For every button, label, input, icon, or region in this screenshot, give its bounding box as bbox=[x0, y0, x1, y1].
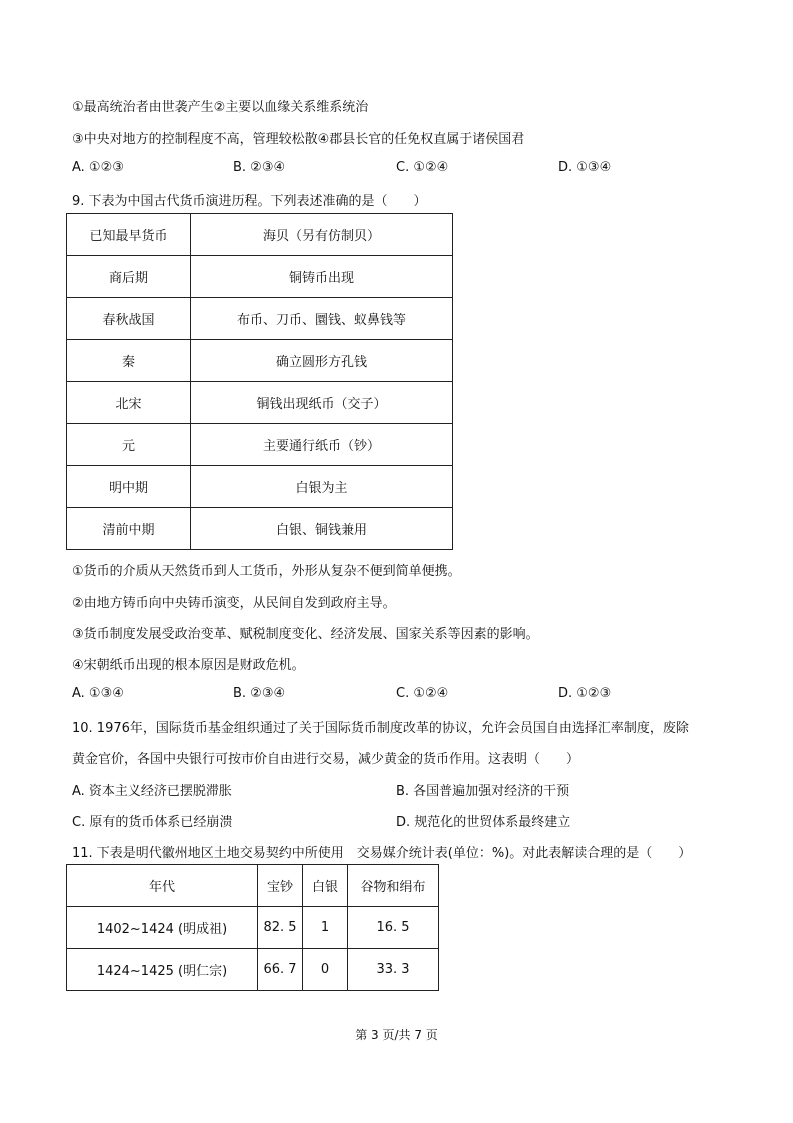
table-cell: 0 bbox=[303, 949, 348, 991]
table-header-cell: 宝钞 bbox=[258, 865, 303, 907]
q8-option-b: B. ②③④ bbox=[233, 160, 286, 175]
table-cell: 16. 5 bbox=[348, 907, 439, 949]
table-cell: 铜钱出现纸币（交子） bbox=[191, 382, 453, 424]
table-cell: 1 bbox=[303, 907, 348, 949]
q9-option-b: B. ②③④ bbox=[233, 686, 286, 701]
q8-option-c: C. ①②④ bbox=[396, 160, 449, 175]
table-header-cell: 谷物和绢布 bbox=[348, 865, 439, 907]
q9-question: 9. 下表为中国古代货币演进历程。下列表述准确的是（ ） bbox=[72, 194, 427, 209]
q8-statement-line-1: ①最高统治者由世袭产生②主要以血缘关系维系统治 bbox=[72, 100, 369, 115]
q9-option-a: A. ①③④ bbox=[72, 686, 124, 701]
q8-statement-line-2: ③中央对地方的控制程度不高，管理较松散④郡县长官的任免权直属于诸侯国君 bbox=[72, 132, 525, 147]
currency-history-table bbox=[66, 213, 453, 550]
q8-option-a: A. ①②③ bbox=[72, 160, 124, 175]
q9-statement-1: ①货币的介质从天然货币到人工货币，外形从复杂不便到简单便携。 bbox=[72, 564, 461, 579]
table-cell: 海贝（另有仿制贝） bbox=[191, 214, 453, 256]
q10-option-c: C. 原有的货币体系已经崩溃 bbox=[72, 815, 233, 830]
table-cell: 北宋 bbox=[67, 382, 191, 424]
table-row bbox=[67, 949, 439, 991]
table-row bbox=[67, 340, 453, 382]
q11-question: 11. 下表是明代徽州地区土地交易契约中所使用 交易媒介统计表(单位：%)。对此表解读合理的是（ ） bbox=[72, 846, 692, 861]
q10-question-line-2: 黄金官价，各国中央银行可按市价自由进行交易，减少黄金的货币作用。这表明（ ） bbox=[72, 752, 580, 767]
table-cell: 布币、刀币、圜钱、蚁鼻钱等 bbox=[191, 298, 453, 340]
table-cell: 主要通行纸币（钞） bbox=[191, 424, 453, 466]
table-cell: 铜铸币出现 bbox=[191, 256, 453, 298]
table-cell: 清前中期 bbox=[67, 508, 191, 550]
table-row bbox=[67, 508, 453, 550]
table-cell: 33. 3 bbox=[348, 949, 439, 991]
q10-option-b: B. 各国普遍加强对经济的干预 bbox=[396, 784, 570, 799]
trade-medium-table bbox=[66, 864, 439, 991]
table-cell: 白银为主 bbox=[191, 466, 453, 508]
table-cell: 确立圆形方孔钱 bbox=[191, 340, 453, 382]
q10-option-a: A. 资本主义经济已摆脱滞胀 bbox=[72, 784, 232, 799]
table-header-row bbox=[67, 865, 439, 907]
table-row bbox=[67, 214, 453, 256]
q8-option-d: D. ①③④ bbox=[558, 160, 612, 175]
q9-statement-4: ④宋朝纸币出现的根本原因是财政危机。 bbox=[72, 658, 305, 673]
table-cell: 1424~1425 (明仁宗) bbox=[67, 949, 258, 991]
q9-option-c: C. ①②④ bbox=[396, 686, 449, 701]
table-row bbox=[67, 424, 453, 466]
table-cell: 66. 7 bbox=[258, 949, 303, 991]
table-cell: 元 bbox=[67, 424, 191, 466]
table-header-cell: 白银 bbox=[303, 865, 348, 907]
q10-question-line-1: 10. 1976年，国际货币基金组织通过了关于国际货币制度改革的协议，允许会员国自由选择汇率制度，废除 bbox=[72, 721, 689, 736]
table-cell: 白银、铜钱兼用 bbox=[191, 508, 453, 550]
table-row bbox=[67, 466, 453, 508]
table-row bbox=[67, 256, 453, 298]
table-row bbox=[67, 298, 453, 340]
table-cell: 82. 5 bbox=[258, 907, 303, 949]
q9-statement-2: ②由地方铸币向中央铸币演变，从民间自发到政府主导。 bbox=[72, 596, 396, 611]
table-cell: 商后期 bbox=[67, 256, 191, 298]
table-cell: 秦 bbox=[67, 340, 191, 382]
q9-statement-3: ③货币制度发展受政治变革、赋税制度变化、经济发展、国家关系等因素的影响。 bbox=[72, 627, 539, 642]
table-cell: 春秋战国 bbox=[67, 298, 191, 340]
table-cell: 1402~1424 (明成祖) bbox=[67, 907, 258, 949]
page-footer: 第 3 页/共 7 页 bbox=[355, 1028, 438, 1042]
table-row bbox=[67, 907, 439, 949]
q9-option-d: D. ①②③ bbox=[558, 686, 612, 701]
table-header-cell: 年代 bbox=[67, 865, 258, 907]
q10-option-d: D. 规范化的世贸体系最终建立 bbox=[396, 815, 571, 830]
table-cell: 明中期 bbox=[67, 466, 191, 508]
table-cell: 已知最早货币 bbox=[67, 214, 191, 256]
table-row bbox=[67, 382, 453, 424]
